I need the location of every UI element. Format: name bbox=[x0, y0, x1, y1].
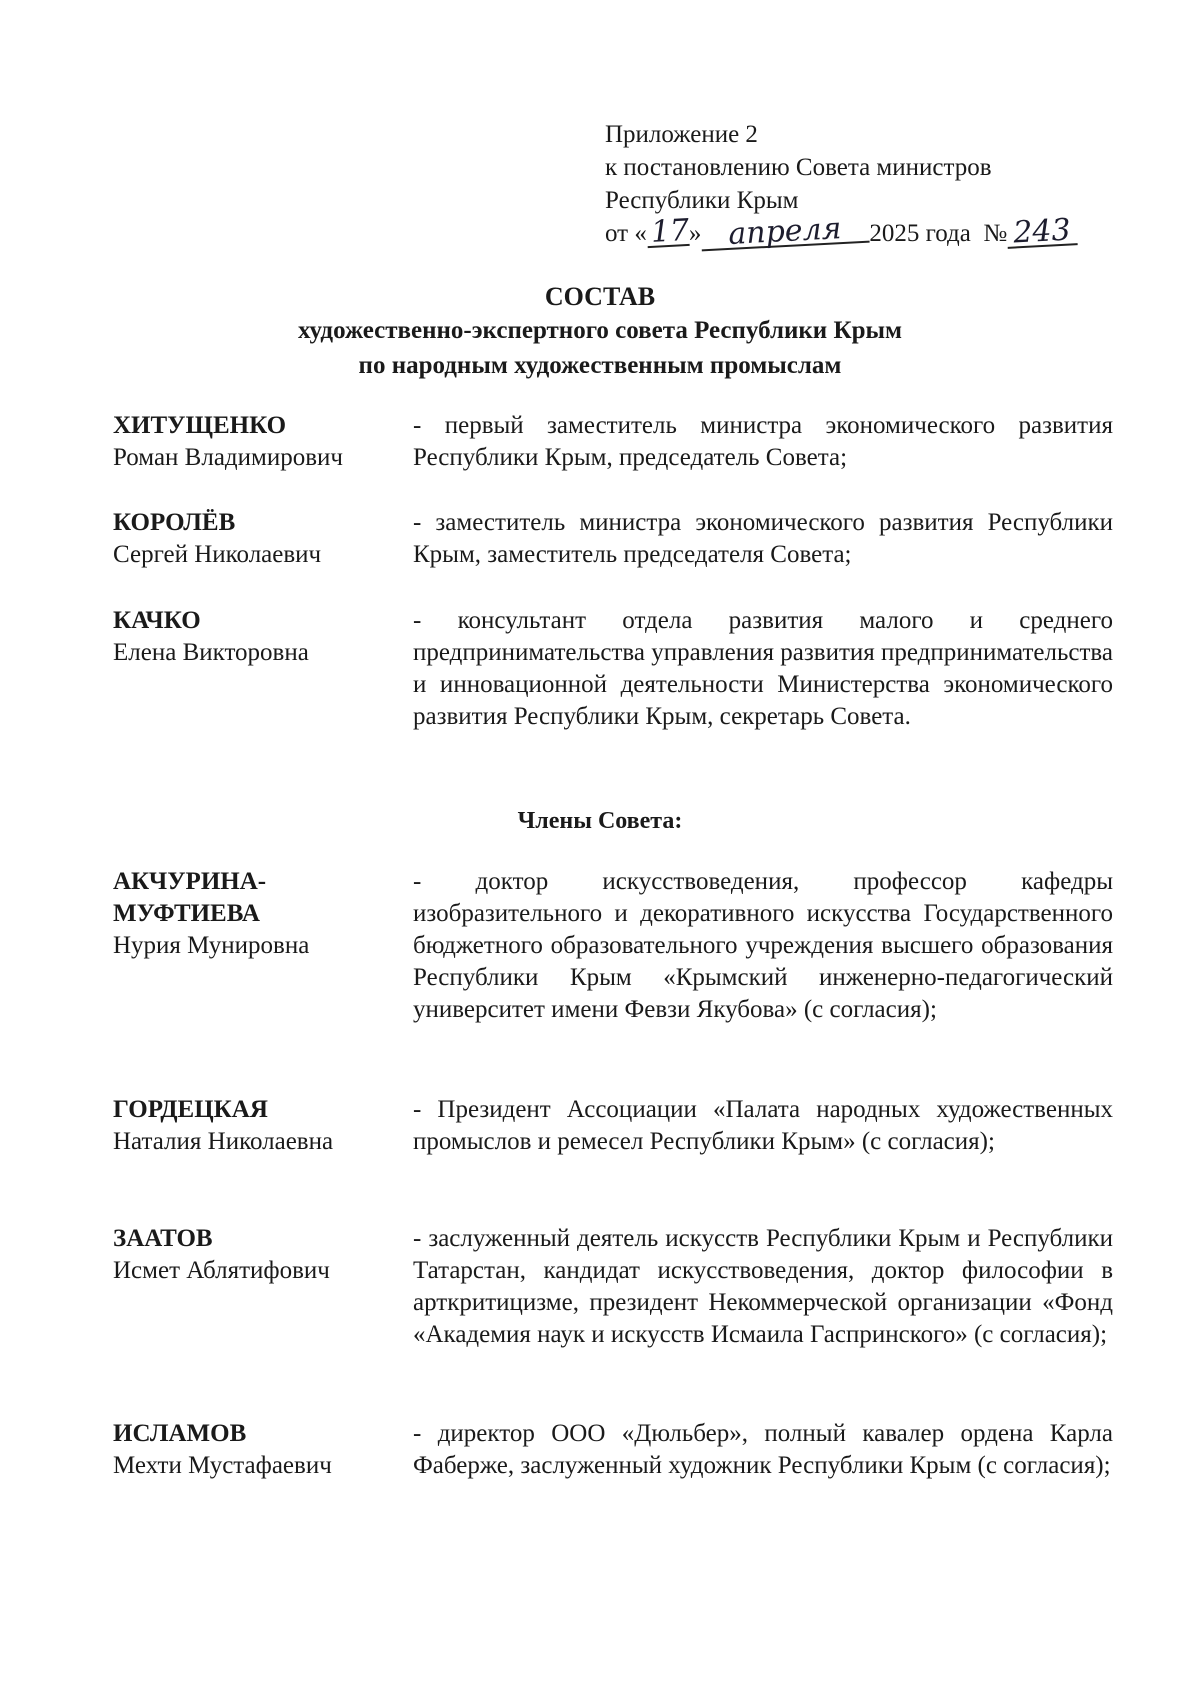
date-year: 2025 года bbox=[869, 220, 971, 247]
person-name bbox=[113, 866, 403, 962]
person-name bbox=[113, 507, 403, 571]
given-name: Исмет Аблятифович bbox=[113, 1257, 330, 1284]
given-name: Мехти Мустафаевич bbox=[113, 1452, 332, 1479]
date-prefix: от « bbox=[605, 220, 647, 247]
surname-line-1: АКЧУРИНА- bbox=[113, 868, 267, 895]
appendix-line-3: Республики Крым bbox=[605, 187, 799, 214]
role-description: - директор ООО «Дюльбер», полный кавалер ордена Карла Фаберже, заслуженный художник Республики Крым (с согласия); bbox=[413, 1420, 1113, 1479]
person-name bbox=[113, 410, 403, 474]
handwritten-month: апреля bbox=[701, 215, 870, 252]
role-description: - Президент Ассоциации «Палата народных художественных промыслов и ремесел Республики Крым» (с согласия); bbox=[413, 1096, 1113, 1155]
handwritten-day: 17 bbox=[646, 218, 689, 248]
title-line-3: по народным художественным промыслам bbox=[358, 352, 842, 379]
members-heading: Члены Совета: bbox=[517, 808, 683, 834]
title-main: СОСТАВ bbox=[544, 282, 656, 311]
appendix-line-1: Приложение 2 bbox=[605, 121, 758, 148]
date-close-quote: » bbox=[688, 220, 702, 247]
role-description: - консультант отдела развития малого и среднего предпринимательства управления развития предпринимательства и инновационной деятельности Министерства экономического развития Республики Крым, секретарь Совета. bbox=[413, 607, 1113, 730]
surname: ИСЛАМОВ bbox=[113, 1420, 247, 1447]
role-description: - заместитель министра экономического развития Республики Крым, заместитель председателя Совета; bbox=[413, 509, 1113, 568]
person-name bbox=[113, 1418, 403, 1482]
role-description: - доктор искусствоведения, профессор кафедры изобразительного и декоративного искусства Государственного бюджетного образовательного учреждения высшего образования Республики Крым «Крымский инженерно-педагогический университет имени Февзи Якубова» (с согласия); bbox=[413, 868, 1113, 1023]
appendix-date-line bbox=[605, 211, 1085, 252]
given-name: Наталия Николаевна bbox=[113, 1128, 334, 1155]
surname-line-2: МУФТИЕВА bbox=[113, 900, 260, 927]
person-name bbox=[113, 605, 403, 669]
given-name: Роман Владимирович bbox=[113, 444, 343, 471]
role-description: - первый заместитель министра экономического развития Республики Крым, председатель Совета; bbox=[413, 412, 1113, 471]
role-description: - заслуженный деятель искусств Республики Крым и Республики Татарстан, кандидат искусствоведения, доктор философии в арткритицизме, президент Некоммерческой организации «Фонд «Академия наук и искусств Исмаила Гаспринского» (с согласия); bbox=[413, 1225, 1113, 1348]
given-name: Елена Викторовна bbox=[113, 639, 309, 666]
handwritten-number: 243 bbox=[1007, 217, 1078, 249]
surname: ГОРДЕЦКАЯ bbox=[113, 1096, 268, 1123]
person-name bbox=[113, 1223, 403, 1287]
appendix-line-2: к постановлению Совета министров bbox=[605, 154, 992, 181]
title-line-2: художественно-экспертного совета Республики Крым bbox=[297, 317, 903, 344]
surname: КОРОЛЁВ bbox=[113, 509, 236, 536]
appendix-header bbox=[605, 118, 1085, 250]
surname: КАЧКО bbox=[113, 607, 201, 634]
number-label: № bbox=[983, 220, 1008, 247]
given-name: Нурия Мунировна bbox=[113, 932, 310, 959]
person-name bbox=[113, 1094, 403, 1158]
surname: ЗААТОВ bbox=[113, 1225, 213, 1252]
surname: ХИТУЩЕНКО bbox=[113, 412, 287, 439]
given-name: Сергей Николаевич bbox=[113, 541, 322, 568]
